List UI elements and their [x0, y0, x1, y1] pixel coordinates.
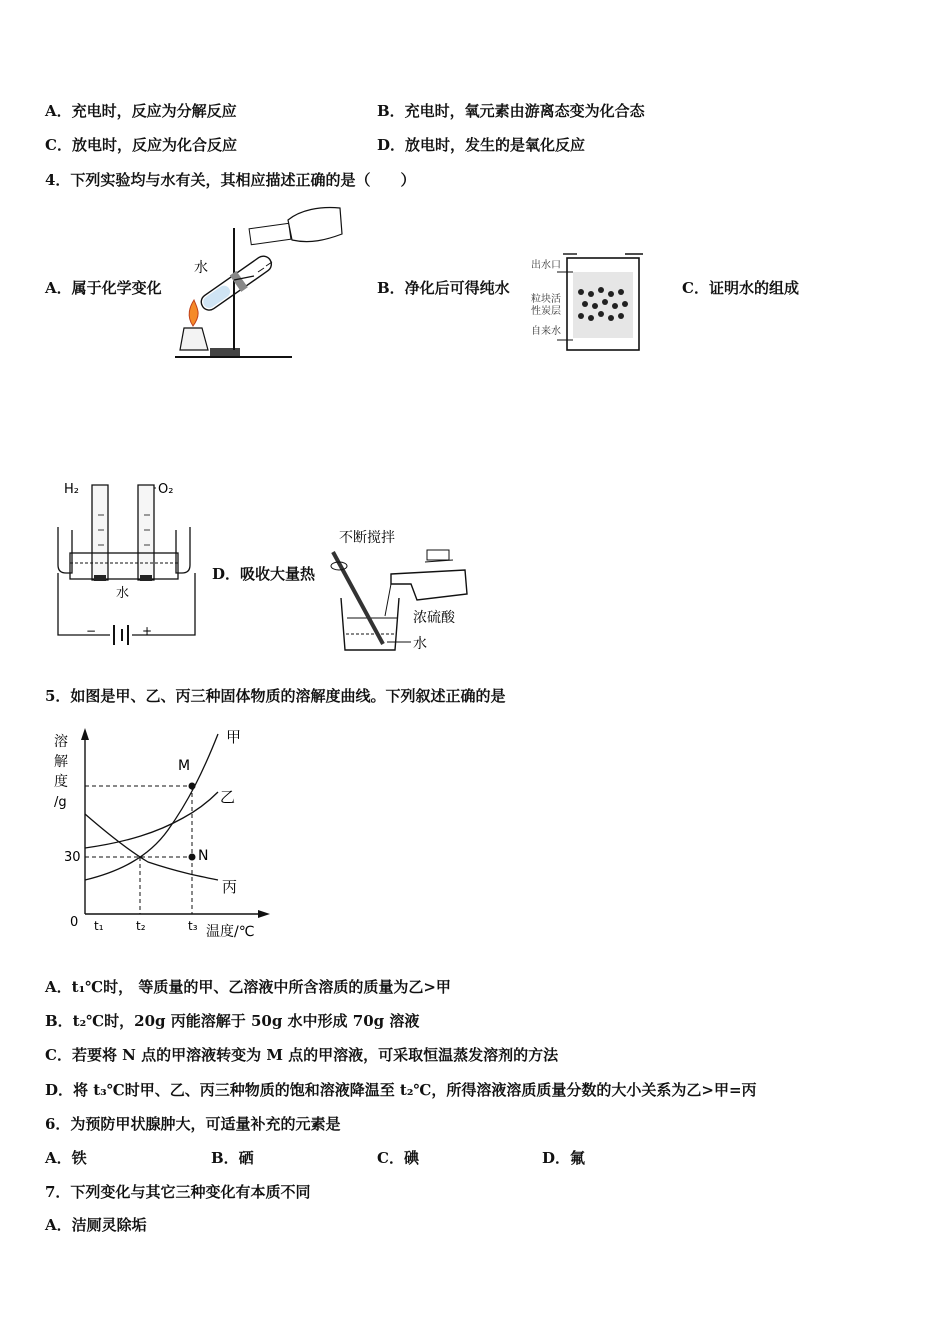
fig-b-carbon-label-1: 粒块活 [531, 294, 561, 305]
q3-option-b: B．充电时，氧元素由游离态变为化合态 [377, 102, 645, 120]
q3-option-c: C．放电时，反应为化合反应 [45, 136, 237, 154]
q3-option-d: D．放电时，发生的是氧化反应 [377, 136, 586, 154]
origin-label: 0 [70, 915, 79, 930]
q4-option-c: C．证明水的组成 [682, 279, 799, 297]
y-label-4: /g [54, 795, 67, 810]
curve-yi [85, 792, 218, 848]
fig-c-minus-label: − [86, 624, 97, 638]
x-tick-t1: t₁ [94, 919, 104, 933]
x-tick-t3: t₃ [188, 919, 198, 933]
figure-acid-dilution [325, 522, 475, 657]
q6-option-c: C．碘 [377, 1149, 419, 1167]
point-m-label: M [178, 758, 191, 774]
y-tick-30: 30 [64, 850, 81, 865]
q5-option-a: A．t₁℃时， 等质量的甲、乙溶液中所含溶质的质量为乙>甲 [45, 978, 451, 996]
y-label-2: 解 [54, 754, 68, 770]
curve-bing [85, 814, 218, 880]
q6-stem: 6．为预防甲状腺肿大，可适量补充的元素是 [45, 1115, 341, 1133]
fig-d-stir-label: 不断搅拌 [339, 530, 395, 546]
point-n-label: N [198, 848, 209, 864]
point-m [189, 783, 196, 790]
x-axis-label: 温度/℃ [206, 924, 255, 940]
point-n [189, 854, 196, 861]
series-label-yi: 乙 [220, 788, 236, 806]
fig-c-water-label: 水 [116, 586, 130, 601]
y-label-3: 度 [54, 774, 68, 790]
figure-heating-tube [170, 200, 350, 365]
q6-option-a: A．铁 [45, 1149, 87, 1167]
series-label-bing: 丙 [222, 878, 238, 896]
q4-stem: 4．下列实验均与水有关，其相应描述正确的是（ ） [45, 171, 416, 189]
fig-c-o2-label: O₂ [158, 482, 174, 497]
fig-d-acid-label: 浓硫酸 [413, 610, 455, 626]
figure-electrolysis [50, 475, 200, 645]
fig-c-h2-label: H₂ [64, 482, 79, 497]
series-label-jia: 甲 [226, 728, 242, 746]
y-label-1: 溶 [54, 734, 68, 750]
q5-stem: 5．如图是甲、乙、丙三种固体物质的溶解度曲线。下列叙述正确的是 [45, 687, 506, 705]
q4-option-b: B．净化后可得纯水 [377, 279, 510, 297]
x-tick-t2: t₂ [136, 919, 146, 933]
q5-option-b: B．t₂℃时，20g 丙能溶解于 50g 水中形成 70g 溶液 [45, 1012, 420, 1030]
q6-option-b: B．硒 [211, 1149, 254, 1167]
fig-a-water-label: 水 [194, 260, 208, 276]
figure-carbon-filter [527, 250, 647, 358]
q7-stem: 7．下列变化与其它三种变化有本质不同 [45, 1183, 311, 1201]
fig-b-outlet-label: 出水口 [531, 260, 561, 271]
q4-option-d: D．吸收大量热 [212, 565, 316, 583]
q7-option-a: A．洁厕灵除垢 [45, 1216, 147, 1234]
fig-c-plus-label: + [142, 624, 153, 638]
fig-b-carbon-label-2: 性炭层 [531, 306, 561, 317]
fig-d-water-label: 水 [413, 636, 427, 652]
q4-option-a: A．属于化学变化 [45, 279, 162, 297]
q6-option-d: D．氟 [542, 1149, 586, 1167]
solubility-chart [48, 722, 288, 942]
fig-b-inlet-label: 自来水 [531, 326, 561, 337]
q5-option-c: C．若要将 N 点的甲溶液转变为 M 点的甲溶液，可采取恒温蒸发溶剂的方法 [45, 1046, 559, 1064]
q3-option-a: A．充电时，反应为分解反应 [45, 102, 237, 120]
q5-option-d: D．将 t₃℃时甲、乙、丙三种物质的饱和溶液降温至 t₂℃，所得溶液溶质质量分数的大小关系为乙>甲=丙 [45, 1081, 757, 1099]
